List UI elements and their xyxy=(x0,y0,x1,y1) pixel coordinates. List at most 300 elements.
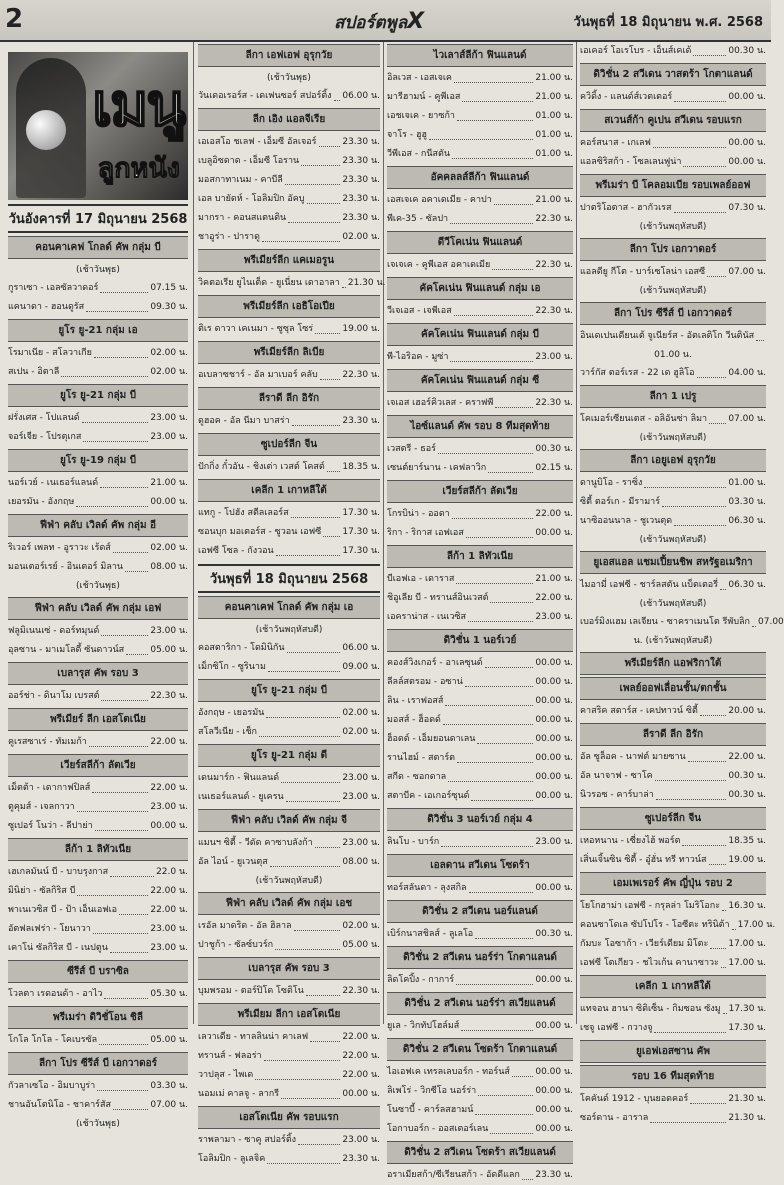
schedule-note: (เช้าวันพุธ) xyxy=(76,265,120,275)
dot-leader xyxy=(690,1103,726,1104)
fixture-teams: ซอนบุก มอเตอร์ส - ซูวอน เอฟซี xyxy=(198,527,322,537)
kickoff-time: 06.30 น. xyxy=(728,516,766,526)
fixture-teams: นาซิออนนาล - ชูเวนตุด xyxy=(580,516,673,526)
fixture-teams: กูราเซา - เอลซัลวาดอร์ xyxy=(8,283,99,293)
dot-leader xyxy=(674,212,727,213)
fixture-row xyxy=(580,88,766,107)
fixture-teams: นอมเม่ คาลจู - ลากรี xyxy=(198,1089,280,1099)
dot-leader xyxy=(450,361,533,362)
fixture-teams: มอนเตอร์เรย์ - อินเตอร์ มิลาน xyxy=(8,562,124,572)
league-header: อัคคลลส์ลีก้า ฟินแลนด์ xyxy=(387,166,573,189)
kickoff-time: 22.0 น. xyxy=(156,867,188,877)
fixture-row xyxy=(580,134,766,153)
league-header: พรีเมร่า ดิวิชั่โอน ชิลี xyxy=(8,1006,188,1029)
kickoff-time: 23.30 น. xyxy=(342,175,380,185)
kickoff-time: 22.00 น. xyxy=(150,737,188,747)
kickoff-time: 22.00 น. xyxy=(150,886,188,896)
kickoff-time: 23.00 น. xyxy=(535,352,573,362)
fixture-teams: เนเธอร์แลนด์ - ยูเครน xyxy=(198,792,284,802)
fixture-row xyxy=(198,1131,380,1150)
fixture-teams: อเบลาซชาร์ - อัล มาเบอร์ คลับ xyxy=(198,370,318,380)
fixture-row xyxy=(580,410,766,429)
dot-leader xyxy=(113,1109,148,1110)
fixture-row xyxy=(198,1028,380,1047)
fixture-teams: คาสริค สตาร์ส - เคปทาวน์ ซิตี้ xyxy=(580,706,698,716)
kickoff-time: 22.00 น. xyxy=(342,1051,380,1061)
fixture-teams: เม็กซิโก - ซูรินาม xyxy=(198,662,266,672)
column-4 xyxy=(580,42,784,1123)
kickoff-time: 00.00 น. xyxy=(728,138,766,148)
fixture-row xyxy=(387,570,573,589)
fixture-row xyxy=(580,916,776,935)
fixture-row xyxy=(8,279,188,298)
league-header: ลีก้า 1 ลิทัวเนีย xyxy=(387,545,573,568)
dot-leader xyxy=(429,139,533,140)
league-header: ฟีฟ่า คลับ เวิลด์ คัพ กลุ่ม เอช xyxy=(198,892,380,915)
page-number: 2 xyxy=(5,4,24,34)
dot-leader xyxy=(456,984,533,985)
league-header: ลีราดี ลีก อิรัก xyxy=(580,723,766,746)
kickoff-time: 22.00 น. xyxy=(342,1032,380,1042)
kickoff-time: 00.30 น. xyxy=(535,444,573,454)
fixture-row xyxy=(387,69,573,88)
fixture-teams: สตาบีค - เอเกอร์ซุนด์ xyxy=(387,791,470,801)
fixture-teams: เชจู เอฟซี - กวางจู xyxy=(580,1023,653,1033)
fixture-row xyxy=(387,673,573,692)
fixture-row xyxy=(580,493,766,512)
dot-leader xyxy=(674,101,726,102)
kickoff-time: 22.00 น. xyxy=(535,593,573,603)
league-header: คัคโคเน่น ฟินแลนด์ กลุ่ม ซี xyxy=(387,369,573,392)
fixture-row xyxy=(387,348,573,367)
league-header: เคลีก 1 เกาหลีใต้ xyxy=(198,479,380,502)
fixture-row xyxy=(198,152,380,171)
dot-leader xyxy=(334,100,341,101)
fixture-teams: อินเดเปนเดียนเต้ จูเนียร์ส - อัตเลติโก วีนตินัส xyxy=(580,331,755,341)
fixture-teams: ควิดิ้ง - แลนด์ส์เวตเตอร์ xyxy=(580,92,673,102)
dot-leader xyxy=(281,782,340,783)
dot-leader xyxy=(471,800,533,801)
fixture-row xyxy=(580,42,766,61)
league-header: ซูเปอร์ลีก จีน xyxy=(580,807,766,830)
dot-leader xyxy=(445,705,533,706)
kickoff-time: 21.00 น. xyxy=(150,478,188,488)
fixture-row xyxy=(580,613,784,632)
fixture-teams: อัล ซูล็อค - นาฟต์ มายซาน xyxy=(580,752,686,762)
fixture-row xyxy=(387,879,573,898)
kickoff-time: 23.30 น. xyxy=(535,1170,573,1180)
dot-leader xyxy=(291,517,341,518)
fixture-teams: เวสตรี - ธอร์ xyxy=(387,444,437,454)
column-divider xyxy=(383,42,384,1024)
column-1 xyxy=(8,42,188,1129)
fixture-teams: เสิ่นเจิ้นซิน ซิตี้ - อู๋ฮั่น ทรี ทาวน์ส xyxy=(580,855,707,865)
fixture-teams: อุลซาน - มาเมโลดี้ ซันดาวน์ส xyxy=(8,645,125,655)
fixture-teams: มอสกาทาเนม - คาบีลี xyxy=(198,175,283,185)
dot-leader xyxy=(92,792,148,793)
league-header: พรีเมียร์ลีก เอธิโอเปีย xyxy=(198,295,380,318)
fixture-teams: โกรบิน่า - ออดา xyxy=(387,509,450,519)
fixture-row xyxy=(198,274,386,293)
league-header: ลีกา โปร ซีรีส์ บี เอกวาดอร์ xyxy=(580,302,766,325)
dot-leader xyxy=(707,276,726,277)
kickoff-time: 23.00 น. xyxy=(150,802,188,812)
kickoff-time: 21.30 น. xyxy=(728,1094,766,1104)
league-header: ลีก เอิง แอลจีเรีย xyxy=(198,108,380,131)
fixture-teams: คูเรสซาเร่ - ทัมเมก้า xyxy=(8,737,87,747)
league-header: พรีเมียม ลีกา เอสโตเนีย xyxy=(198,1003,380,1026)
league-header: ดิวิชั่น 3 นอร์เวย์ กลุ่ม 4 xyxy=(387,808,573,831)
schedule-note: (เช้าวันพฤหัสบดี) xyxy=(639,286,707,296)
dot-leader xyxy=(443,724,533,725)
kickoff-time: 00.00 น. xyxy=(535,975,573,985)
fixture-row xyxy=(387,210,573,229)
dot-leader xyxy=(709,864,727,865)
kickoff-time: 00.00 น. xyxy=(535,1124,573,1134)
fixture-row xyxy=(580,1000,766,1019)
dot-leader xyxy=(697,377,727,378)
kickoff-time: 21.30 น. xyxy=(728,1113,766,1123)
fixture-teams: บุมพรอม - ตอร์ปิโด โซดิโน xyxy=(198,986,304,996)
fixture-teams: ซิตี้ ตอร์เก - มีรามาร์ xyxy=(580,497,661,507)
dot-leader xyxy=(723,1013,727,1014)
dot-leader xyxy=(327,471,341,472)
dot-leader xyxy=(125,571,148,572)
league-header: เพลย์ออฟเลื่อนชั้น/ตกชั้น xyxy=(580,677,766,700)
page-header xyxy=(0,0,771,42)
schedule-note: 01.00 น. xyxy=(654,350,692,360)
kickoff-time: 00.00 น. xyxy=(728,92,766,102)
dot-leader xyxy=(522,1179,533,1180)
league-header: ดิวิชั่น 2 สวีเดน โซดร้า สเวียแลนด์ xyxy=(387,1141,573,1164)
fixture-row xyxy=(198,1066,380,1085)
schedule-note: (เช้าวันพุธ) xyxy=(267,73,311,83)
dot-leader xyxy=(456,583,533,584)
kickoff-time: 23.00 น. xyxy=(150,413,188,423)
kickoff-time: 23.30 น. xyxy=(342,137,380,147)
dot-leader xyxy=(101,700,148,701)
league-header: พรีเมร่า บี โคลอมเบีย รอบเพลย์ออฟ xyxy=(580,174,766,197)
column-divider xyxy=(193,42,194,1024)
dot-leader xyxy=(461,1030,533,1031)
dot-leader xyxy=(662,506,726,507)
fixture-teams: เอคราน่าส - เนเวซิส xyxy=(387,612,467,622)
fixture-teams: รานไฮม์ - สตาร์ต xyxy=(387,753,456,763)
menu-banner xyxy=(8,52,188,200)
kickoff-time: 21.30 น. xyxy=(347,278,386,288)
kickoff-time: 06.00 น. xyxy=(342,643,380,653)
fixture-row xyxy=(8,344,188,363)
league-header: ลีกา โปร ซีรีส์ บี เอกวาดอร์ xyxy=(8,1052,188,1075)
dot-leader xyxy=(441,846,533,847)
kickoff-time: 21.00 น. xyxy=(535,92,573,102)
kickoff-time: 23.00 น. xyxy=(535,837,573,847)
fixture-teams: เอชเจเค - ยาซก้า xyxy=(387,111,455,121)
dot-leader xyxy=(113,552,149,553)
kickoff-time: 02.00 น. xyxy=(150,367,188,377)
dot-leader xyxy=(264,1060,341,1061)
dot-leader xyxy=(452,518,534,519)
fixture-row xyxy=(387,1120,573,1139)
kickoff-time: 00.00 น. xyxy=(535,1067,573,1077)
fixture-teams: ตูคุมส์ - เจลกาวา xyxy=(8,802,75,812)
kickoff-time: 05.00 น. xyxy=(342,940,380,950)
date-heading: วันพุธที่ 18 มิถุนายน 2568 xyxy=(198,564,380,593)
fixture-row xyxy=(580,263,766,282)
kickoff-time: 23.30 น. xyxy=(342,194,380,204)
schedule-note: (เช้าวันพฤหัสบดี) xyxy=(255,625,323,635)
dot-leader xyxy=(286,801,341,802)
fixture-teams: นอร์เวย์ - เนเธอร์แลนด์ xyxy=(8,478,99,488)
fixture-list xyxy=(8,204,188,1133)
fixture-teams: ลีลล์สตรอม - อซาน่ xyxy=(387,677,463,687)
dot-leader xyxy=(89,746,149,747)
fixture-row xyxy=(387,1017,573,1036)
kickoff-time: 06.30 น. xyxy=(728,580,766,590)
dot-leader xyxy=(110,876,154,877)
league-header: รอบ 16 ทีมสุดท้าย xyxy=(580,1065,766,1088)
kickoff-time: 00.30 น. xyxy=(728,790,766,800)
league-header: สเวนส์ก้า คูเปน สวีเดน รอบแรก xyxy=(580,109,766,132)
league-header: ดีวีโคเน่น ฟินแลนด์ xyxy=(387,231,573,254)
fixture-teams: ริกา - ริกาส เอฟเอส xyxy=(387,528,464,538)
schedule-note: น. (เช้าวันพฤหัสบดี) xyxy=(633,636,713,646)
dot-leader xyxy=(100,292,148,293)
kickoff-time: 23.00 น. xyxy=(342,838,380,848)
kickoff-time: 17.00 น. xyxy=(737,920,776,930)
date-heading: วันอังคารที่ 17 มิถุนายน 2568 xyxy=(8,204,188,233)
kickoff-time: 17.30 น. xyxy=(728,1023,766,1033)
fixture-teams: แอลซิริสก้า - โซลเลนฟูน่า xyxy=(580,157,682,167)
league-header: ซูเปอร์ลีก จีน xyxy=(198,433,380,456)
fixture-teams: ลินโบ - บาร์ก xyxy=(387,837,440,847)
kickoff-time: 00.30 น. xyxy=(728,771,766,781)
dot-leader xyxy=(478,1095,533,1096)
league-header: ดิวิชั่น 2 สวีเดน นอร์ร่า สเวียแลนด์ xyxy=(387,992,573,1015)
kickoff-time: 03.30 น. xyxy=(150,1081,188,1091)
kickoff-time: 18.35 น. xyxy=(728,836,766,846)
fixture-row xyxy=(8,733,188,752)
fixture-teams: ชิอูเลีย บี - ทรานส์อินเวสต์ xyxy=(387,593,489,603)
fixture-teams: วันเดอเรอร์ส - เดเฟนซอร์ สปอร์ติ้ง xyxy=(198,91,332,101)
kickoff-time: 00.00 น. xyxy=(535,1021,573,1031)
kickoff-time: 23.30 น. xyxy=(342,156,380,166)
kickoff-time: 02.00 น. xyxy=(342,921,380,931)
kickoff-time: 02.00 น. xyxy=(150,543,188,553)
dot-leader xyxy=(462,101,533,102)
dot-leader xyxy=(294,930,341,931)
kickoff-time: 07.00 น. xyxy=(150,1100,188,1110)
league-header: ลีราดี ลีก อิรัก xyxy=(198,387,380,410)
fixture-row xyxy=(8,539,188,558)
fixture-teams: ลิน - เราฟอสส์ xyxy=(387,696,444,706)
kickoff-time: 22.30 น. xyxy=(342,370,380,380)
dot-leader xyxy=(488,472,533,473)
fixture-row xyxy=(580,954,766,973)
fixture-row xyxy=(8,641,188,660)
dot-leader xyxy=(285,184,341,185)
fixture-teams: ฮ็อดด์ - เอ็มยอนดาเลน xyxy=(387,734,476,744)
kickoff-time: 00.30 น. xyxy=(728,46,766,56)
fixture-teams: เบลูอิซดาด - เอ็มซี โอราน xyxy=(198,156,300,166)
fixture-row xyxy=(8,920,188,939)
fixture-row xyxy=(198,133,380,152)
fixture-row xyxy=(387,787,573,806)
dot-leader xyxy=(76,506,148,507)
fixture-row xyxy=(198,504,380,523)
fixture-row xyxy=(580,1090,766,1109)
column-3 xyxy=(387,42,573,1180)
fixture-row xyxy=(387,925,573,944)
kickoff-time: 21.00 น. xyxy=(535,195,573,205)
fixture-teams: ทรานส์ - ฟลอร่า xyxy=(198,1051,262,1061)
kickoff-time: 09.30 น. xyxy=(150,302,188,312)
fixture-row xyxy=(8,779,188,798)
kickoff-time: 22.00 น. xyxy=(342,1070,380,1080)
kickoff-time: 23.00 น. xyxy=(342,773,380,783)
league-header: เอลดาน สวีเดน โซดร้า xyxy=(387,854,573,877)
fixture-row xyxy=(8,939,188,958)
kickoff-time: 02.00 น. xyxy=(342,232,380,242)
fixture-row xyxy=(387,524,573,543)
fixture-teams: มอสส์ - ฮ็อดด์ xyxy=(387,715,441,725)
dot-leader xyxy=(682,845,726,846)
fixture-row xyxy=(8,1096,188,1115)
league-header: พรีเมียร์ลีก แอฟริกาใต้ xyxy=(580,652,766,675)
kickoff-time: 22.00 น. xyxy=(150,905,188,915)
league-header: เอมเพเรอร์ คัพ ญี่ปุ่น รอบ 2 xyxy=(580,872,766,895)
fixture-teams: วาปลุส - ไพเด xyxy=(198,1070,254,1080)
dot-leader xyxy=(315,333,340,334)
dot-leader xyxy=(721,967,726,968)
kickoff-time: 22.00 น. xyxy=(728,752,766,762)
dot-leader xyxy=(104,998,148,999)
fixture-row xyxy=(198,458,380,477)
dot-leader xyxy=(101,635,148,636)
fixture-teams: แมนฯ ซิตี้ - วีดัด คาซาบลังก้า xyxy=(198,838,313,848)
fixture-teams: เดนมาร์ก - ฟินแลนด์ xyxy=(198,773,280,783)
dot-leader xyxy=(693,55,726,56)
fixture-list xyxy=(198,44,386,1169)
fixture-teams: ไอเอฟเค เทรลเลบอร์ก - ทอร์นส์ xyxy=(387,1067,510,1077)
column-divider xyxy=(576,42,577,1024)
fixture-teams: มากรา - คอนสแตนติน xyxy=(198,213,287,223)
fixture-teams: อัล ไอน์ - ยูเวนตุส xyxy=(198,857,268,867)
fixture-teams: ดานูบิโอ - ราซิ่ง xyxy=(580,478,643,488)
fixture-row xyxy=(580,748,766,767)
fixture-teams: ปาตริโอตาส - ฮากัวเรส xyxy=(580,203,672,213)
fixture-row xyxy=(8,882,188,901)
fixture-row xyxy=(198,917,380,936)
fixture-teams: เซนต์ยาร์นาน - เคฟลาวิก xyxy=(387,463,487,473)
fixture-teams: ริเวอร์ เพลท - อูราวะ เร้ดส์ xyxy=(8,543,111,553)
dot-leader xyxy=(655,780,727,781)
dot-leader xyxy=(83,441,148,442)
dot-leader xyxy=(97,1090,148,1091)
fixture-teams: เบิร์กนาสชิลส์ - ลูเลโอ xyxy=(387,929,474,939)
fixture-row xyxy=(8,428,188,447)
fixture-row xyxy=(8,863,188,882)
fixture-teams: โนซาบี้ - คาร์ลสฮามน์ xyxy=(387,1105,474,1115)
fixture-teams: วาร์กัส ตอร์เรส - 22 เด ฮูลิโอ xyxy=(580,368,695,378)
kickoff-time: 03.30 น. xyxy=(728,497,766,507)
dot-leader xyxy=(683,166,726,167)
fixture-teams: เยอรมัน - อังกฤษ xyxy=(8,497,75,507)
dot-leader xyxy=(262,241,340,242)
kickoff-time: 00.00 น. xyxy=(535,528,573,538)
dot-leader xyxy=(126,654,148,655)
fixture-teams: เคาโน่ ซัลกิริส บี - เนปตูน xyxy=(8,943,108,953)
fixture-row xyxy=(580,832,766,851)
league-header: ดิวิชั่น 2 สวีเดน นอร์ร่า โกตาแลนด์ xyxy=(387,946,573,969)
fixture-row xyxy=(8,474,188,493)
fixture-teams: กัมบะ โอซาก้า - เวียร์เดียม มิโตะ xyxy=(580,939,709,949)
fixture-row xyxy=(580,327,766,346)
kickoff-time: 00.00 น. xyxy=(535,696,573,706)
fixture-row xyxy=(387,654,573,673)
fixture-teams: ชานอันโตนิโอ - ชาคาร์สัส xyxy=(8,1100,111,1110)
fixture-teams: โคคันด์ 1912 - บุนยอดคอร์ xyxy=(580,1094,689,1104)
league-header: ไวเลาส์ลีก้า ฟินแลนด์ xyxy=(387,44,573,67)
kickoff-time: 22.30 น. xyxy=(150,691,188,701)
dot-leader xyxy=(100,487,148,488)
dot-leader xyxy=(688,761,727,762)
fixture-row xyxy=(8,409,188,428)
dot-leader xyxy=(94,357,148,358)
fixture-row xyxy=(8,1031,188,1050)
fixture-row xyxy=(8,798,188,817)
dot-leader xyxy=(323,536,340,537)
kickoff-time: 23.00 น. xyxy=(535,612,573,622)
dot-leader xyxy=(307,203,341,204)
league-header: เอสโตเนีย คัพ รอบแรก xyxy=(198,1106,380,1129)
fixture-teams: กัวลาเซโอ - อิมบาบูร่า xyxy=(8,1081,96,1091)
fixture-row xyxy=(387,589,573,608)
league-header: ยูเอสแอล แชมเปี้ยนชิพ สหรัฐอเมริกา xyxy=(580,551,766,574)
league-header: ยูโร ยู-21 กลุ่ม เอ xyxy=(8,319,188,342)
fixture-teams: พาเนเวซิส บี - ป้า เอ็นเอฟเอ xyxy=(8,905,118,915)
fixture-teams: วีเจเอส - เจพีเอส xyxy=(387,306,452,316)
schedule-note: (เช้าวันพฤหัสบดี) xyxy=(639,599,707,609)
fixture-row xyxy=(387,1166,573,1185)
kickoff-time: 21.00 น. xyxy=(535,574,573,584)
fixture-teams: เหอหนาน - เซี่ยงไฮ้ พอร์ต xyxy=(580,836,681,846)
fixture-teams: โวลตา เรดอนด้า - อาไว xyxy=(8,989,103,999)
dot-leader xyxy=(448,781,533,782)
dot-leader xyxy=(654,1032,726,1033)
dot-leader xyxy=(674,525,726,526)
fixture-row xyxy=(387,126,573,145)
fixture-teams: โกโล โกโล - โคเบรซัล xyxy=(8,1035,98,1045)
league-header: ยูโร ยู-21 กลุ่ม บี xyxy=(198,679,380,702)
league-header: ลีกา เอยูเอฟ อุรุกวัย xyxy=(580,449,766,472)
dot-leader xyxy=(653,147,726,148)
dot-leader xyxy=(475,938,533,939)
dot-leader xyxy=(732,929,736,930)
kickoff-time: 02.00 น. xyxy=(150,348,188,358)
fixture-row xyxy=(8,687,188,706)
kickoff-time: 00.00 น. xyxy=(535,791,573,801)
kickoff-time: 00.00 น. xyxy=(535,715,573,725)
fixture-teams: จอร์เจีย - โปรตุเกส xyxy=(8,432,82,442)
fixture-row xyxy=(198,171,380,190)
fixture-teams: โยโกฮาม่า เอฟซี - กรุลล่า โมริโอกะ xyxy=(580,901,721,911)
kickoff-time: 17.00 น. xyxy=(728,958,766,968)
dot-leader xyxy=(267,1163,340,1164)
dot-leader xyxy=(466,537,534,538)
kickoff-time: 20.00 น. xyxy=(728,706,766,716)
fixture-row xyxy=(387,692,573,711)
